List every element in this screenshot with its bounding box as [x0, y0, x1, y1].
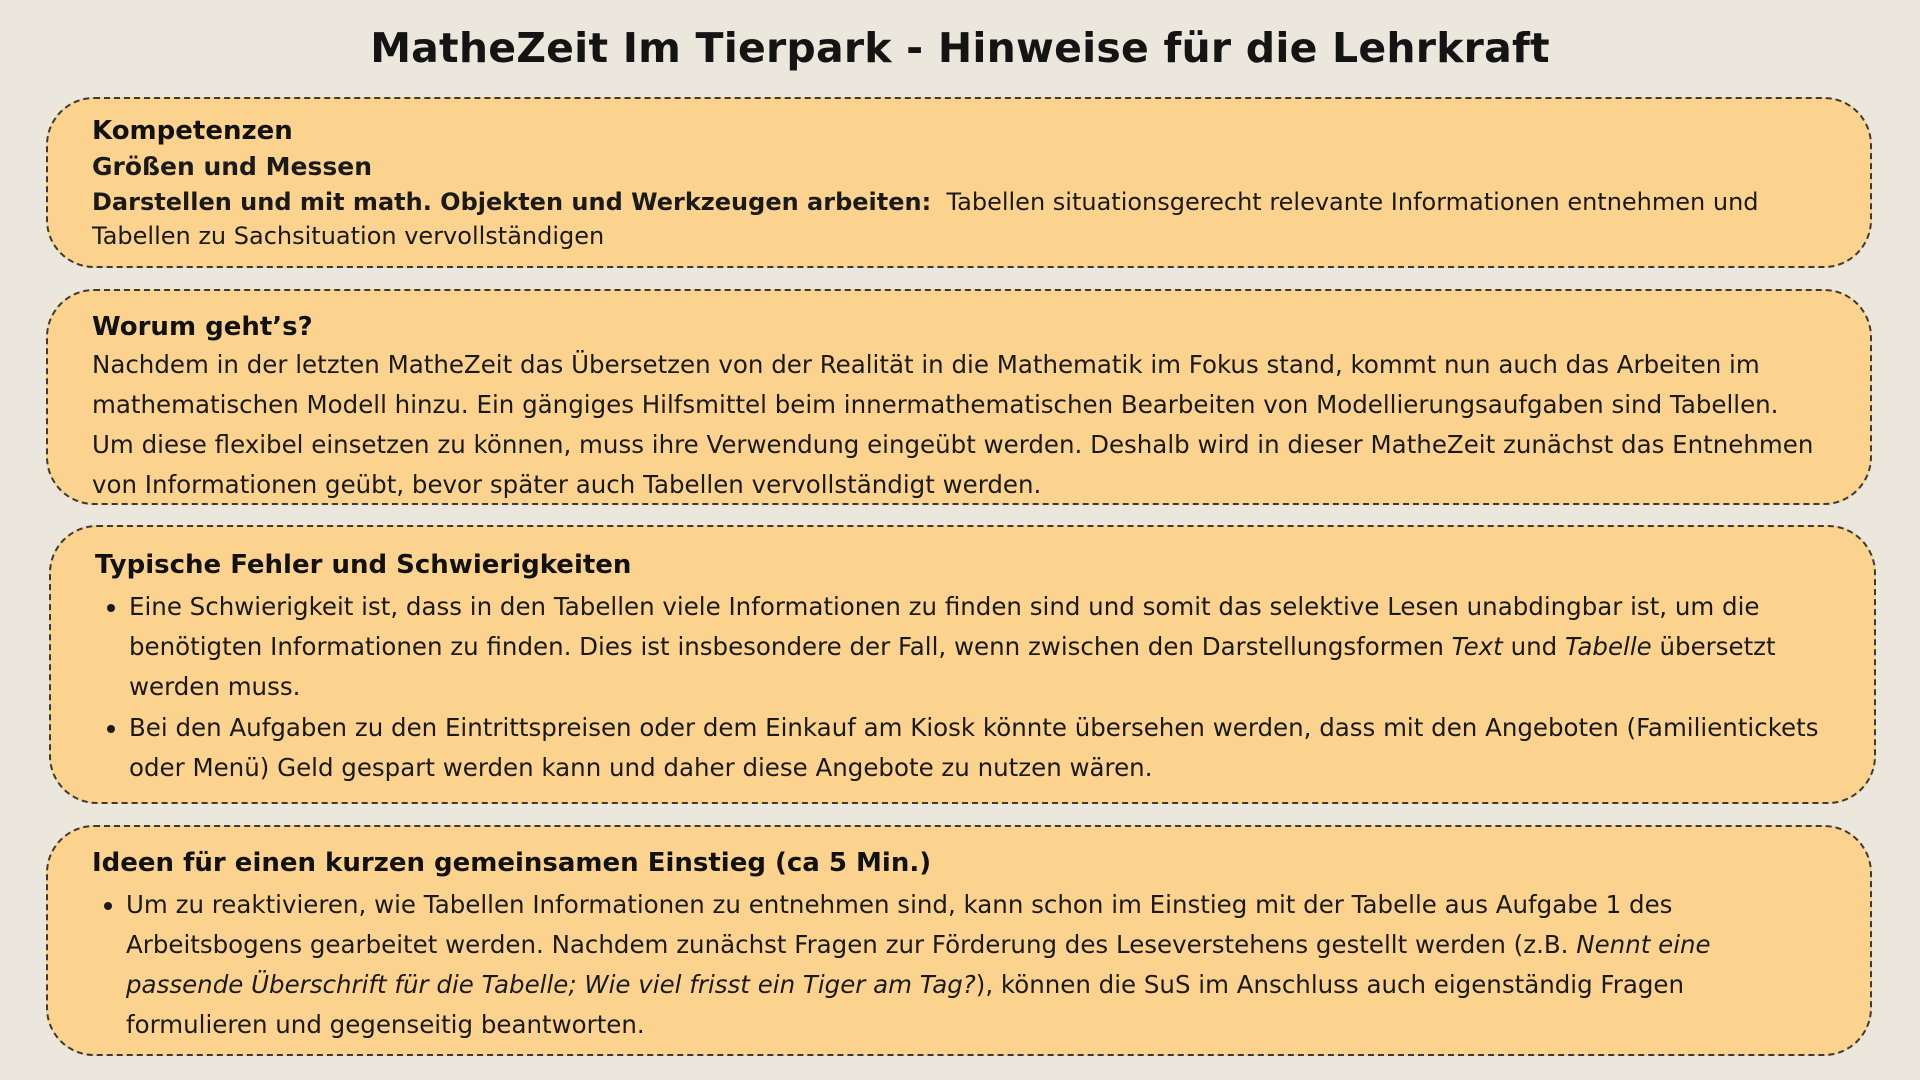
ideen-box — [46, 825, 1872, 1056]
fehler-bullet1-end: übersetzt werden muss. — [129, 632, 1776, 701]
ideen-bullet1-end: ), können die SuS im Anschluss auch eigenständig Fragen formulieren und gegenseitig beantworten. — [126, 970, 1684, 1039]
list-item — [126, 885, 1826, 1045]
worum-text: Nachdem in der letzten MatheZeit das Übersetzen von der Realität in die Mathematik im Fokus stand, kommt nun auch das Arbeiten im mathematischen Modell hinzu. Ein gängiges Hilfsmittel beim innermathematischen Bearbeiten von Modellierungsaufgaben sind Tabellen. Um diese flexibel einsetzen zu können, muss ihre Verwendung eingeübt werden. Deshalb wird in dieser MatheZeit zunächst das Entnehmen von Informationen geübt, bevor später auch Tabellen vervollständigt werden. — [92, 350, 1814, 499]
ideen-bullet1-text: Um zu reaktivieren, wie Tabellen Informationen zu entnehmen sind, kann schon im Einstieg mit der Tabelle aus Aufgabe 1 des Arbeitsbogens gearbeitet werden. Nachdem zunächst Fragen zur Förderung des Leseverstehens gestellt werden (z.B. — [126, 890, 1673, 959]
kompetenz-darstellen — [92, 185, 1826, 253]
worum-box — [46, 289, 1872, 505]
worum-heading: Worum geht’s? — [92, 312, 313, 342]
list-item — [129, 587, 1830, 707]
fehler-heading: Typische Fehler und Schwierigkeiten — [95, 550, 632, 580]
kompetenz-groessen-messen: Größen und Messen — [92, 152, 373, 181]
page-title: MatheZeit Im Tierpark - Hinweise für die Lehrkraft — [370, 24, 1550, 72]
kompetenz-darstellen-text: Tabellen situationsgerecht relevante Informationen entnehmen und Tabellen zu Sachsituation vervollständigen — [92, 188, 1759, 250]
fehler-box — [49, 525, 1876, 804]
fehler-list — [95, 587, 1830, 788]
fehler-bullet1-und: und — [1510, 632, 1558, 661]
kompetenz-darstellen-label: Darstellen und mit math. Objekten und Werkzeugen arbeiten: — [92, 188, 932, 216]
kompetenzen-heading: Kompetenzen — [92, 116, 293, 146]
list-item: • Bei den Aufgaben zu den Eintrittspreisen oder dem Einkauf am Kiosk könnte übersehen werden, dass mit den Angeboten (Familientickets oder Menü) Geld gespart werden kann und daher diese Angebote zu nutzen wären. — [129, 708, 1830, 788]
fehler-bullet1-italic-tabelle: Tabelle — [1564, 632, 1652, 661]
ideen-bullet1-italic: Nennt eine passende Überschrift für die Tabelle; Wie viel frisst ein Tiger am Tag? — [126, 930, 1711, 999]
fehler-bullet1-italic-text: Text — [1451, 632, 1503, 661]
ideen-list — [92, 885, 1826, 1045]
ideen-heading: Ideen für einen kurzen gemeinsamen Einstieg (ca 5 Min.) — [92, 848, 932, 878]
fehler-bullet1-text: Eine Schwierigkeit ist, dass in den Tabellen viele Informationen zu finden sind und somit das selektive Lesen unabdingbar ist, um die benötigten Informationen zu finden. Dies ist insbesondere der Fall, wenn zwischen den Darstellungsformen — [129, 592, 1760, 661]
kompetenzen-box — [46, 97, 1872, 268]
